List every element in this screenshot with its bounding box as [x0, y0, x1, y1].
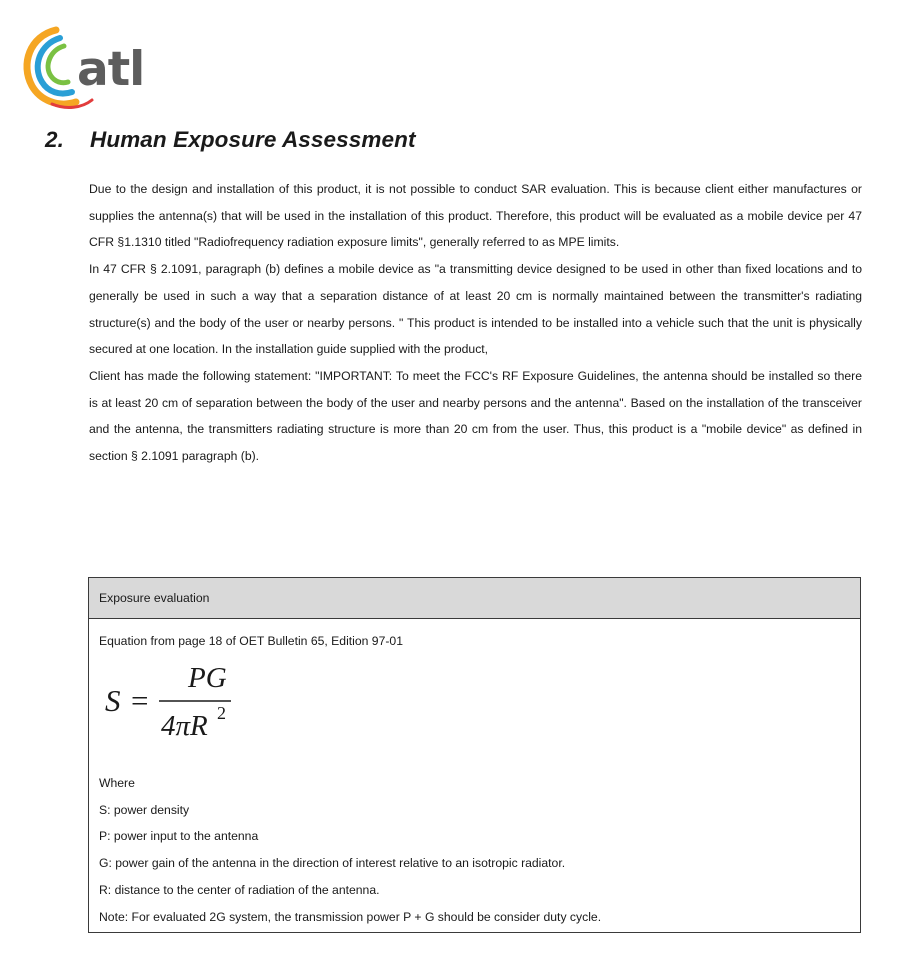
- where-line: Where: [99, 776, 135, 790]
- paragraph: In 47 CFR § 2.1091, paragraph (b) defines a mobile device as "a transmitting device designed to be used in other than fixed locations and to generally be used in such a way that a separation distance of at least 20 cm is normally maintained between the transmitter's radiating structure(s) and the body of the user or nearby persons. " This product is intended to be installed into a vehicle such that the unit is physically secured at one location. In the installation guide supplied with the product,: [89, 262, 862, 357]
- formula-numerator: PG: [188, 662, 227, 694]
- where-line: Note: For evaluated 2G system, the transmission power P + G should be consider duty cycle.: [99, 909, 602, 924]
- where-line: G: power gain of the antenna in the direction of interest relative to an isotropic radiator.: [99, 856, 566, 871]
- where-list: [99, 770, 601, 930]
- where-line: P: power input to the antenna: [99, 829, 259, 844]
- logo-text: atl: [77, 42, 145, 97]
- section-title: Human Exposure Assessment: [90, 127, 416, 152]
- paragraph: Client has made the following statement: "IMPORTANT: To meet the FCC's RF Exposure Guidelines, the antenna should be installed so there is at least 20 cm of separation between the body of the user and nearby persons and the antenna". Based on the installation of the transceiver and the antenna, the transmitters radiating structure is more than 20 cm from the user. Thus, this product is a "mobile device" as defined in section § 2.1091 paragraph (b).: [89, 368, 862, 464]
- box-header: Exposure evaluation: [89, 578, 860, 619]
- where-line: S: power density: [99, 802, 190, 817]
- power-density-formula: [101, 659, 301, 739]
- section-number: 2.: [45, 127, 64, 152]
- section-heading: [45, 127, 416, 153]
- body-text: [89, 176, 862, 470]
- formula-lhs: S: [105, 683, 121, 718]
- paragraph: Due to the design and installation of this product, it is not possible to conduct SAR evaluation. This is because client either manufactures or supplies the antenna(s) that will be used in the installation of this product. Therefore, this product will be evaluated as a mobile device per 47 CFR §1.1310 titled "Radiofrequency radiation exposure limits", generally referred to as MPE limits.: [89, 182, 862, 250]
- atl-logo: [16, 20, 156, 115]
- formula-denominator: 4πR: [161, 710, 208, 739]
- exposure-evaluation-box: [88, 577, 861, 933]
- formula-equals: =: [131, 683, 149, 718]
- equation-source: Equation from page 18 of OET Bulletin 65, Edition 97-01: [99, 634, 403, 648]
- formula-exponent: 2: [217, 703, 226, 723]
- where-line: R: distance to the center of radiation of the antenna.: [99, 882, 380, 897]
